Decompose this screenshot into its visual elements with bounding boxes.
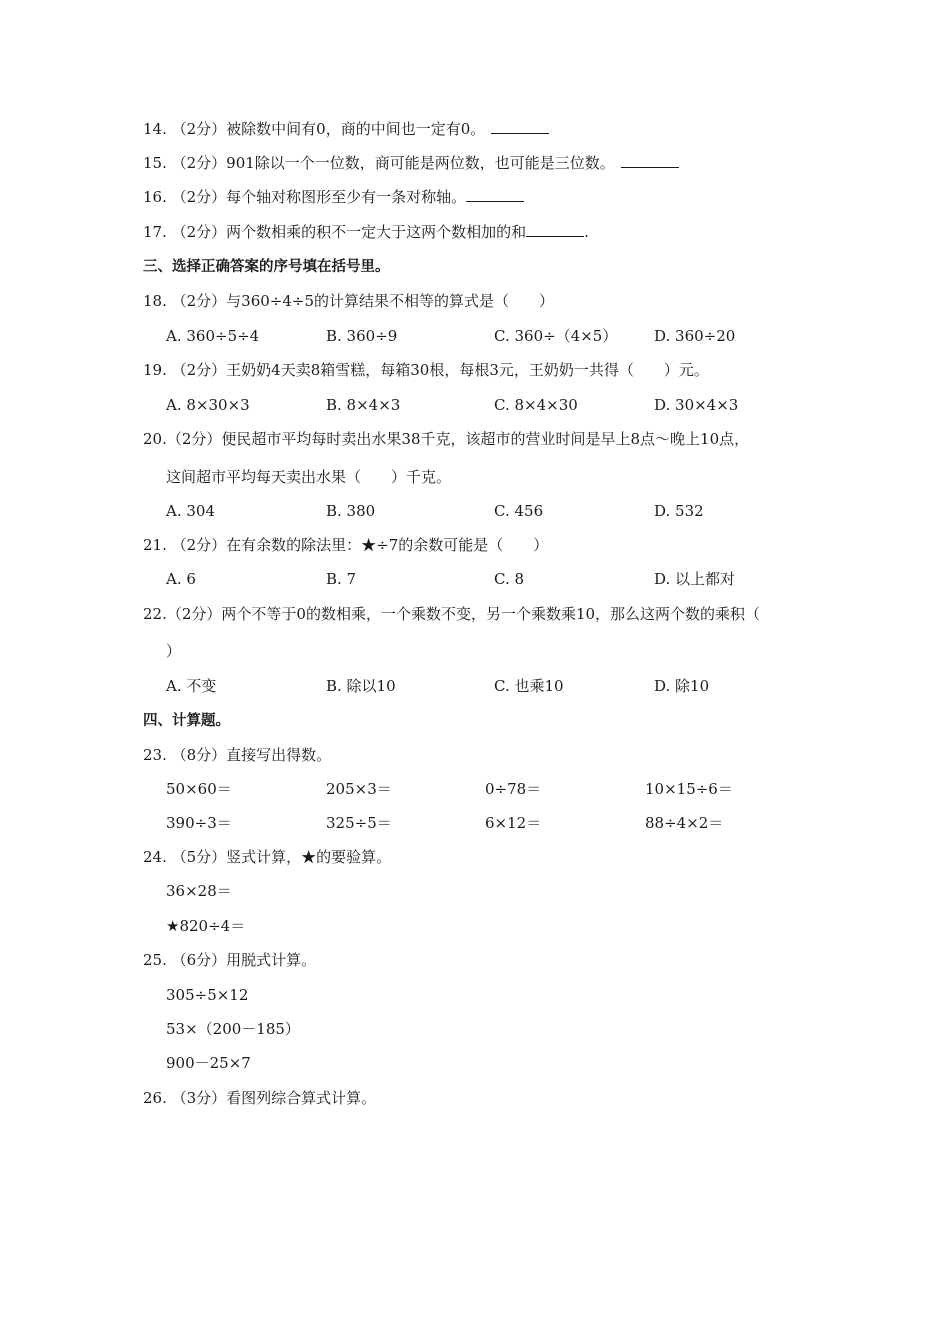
q18-option-a[interactable]: A. 360÷5÷4 bbox=[166, 327, 260, 345]
q23-expr-2: 205×3＝ bbox=[326, 780, 392, 798]
q19-option-b[interactable]: B. 8×4×3 bbox=[326, 396, 401, 414]
q22-option-a[interactable]: A. 不变 bbox=[166, 677, 217, 695]
q19-option-d[interactable]: D. 30×4×3 bbox=[654, 396, 739, 414]
q25-expr-1: 305÷5×12 bbox=[166, 986, 249, 1004]
question-15 bbox=[143, 153, 679, 173]
q18-option-b[interactable]: B. 360÷9 bbox=[326, 327, 398, 345]
q24-expr-2: ★820÷4＝ bbox=[166, 917, 246, 935]
question-17 bbox=[143, 222, 589, 242]
answer-blank-14[interactable] bbox=[491, 119, 549, 134]
q19-option-a[interactable]: A. 8×30×3 bbox=[166, 396, 250, 414]
q21-option-b[interactable]: B. 7 bbox=[326, 570, 357, 588]
q23-expr-8: 88÷4×2＝ bbox=[645, 814, 724, 832]
q20-option-a[interactable]: A. 304 bbox=[166, 502, 215, 520]
question-22-text: 22.（2分）两个不等于0的数相乘，一个乘数不变，另一个乘数乘10，那么这两个数的乘积（ bbox=[143, 605, 761, 623]
q21-option-a[interactable]: A. 6 bbox=[166, 570, 196, 588]
q20-option-d[interactable]: D. 532 bbox=[654, 502, 704, 520]
answer-blank-16[interactable] bbox=[466, 187, 524, 202]
question-14-text: 14. （2分）被除数中间有0，商的中间也一定有0。 bbox=[143, 120, 486, 138]
question-26-text: 26. （3分）看图列综合算式计算。 bbox=[143, 1089, 377, 1107]
q23-expr-6: 325÷5＝ bbox=[326, 814, 392, 832]
question-25-text: 25. （6分）用脱式计算。 bbox=[143, 951, 317, 969]
q21-option-c[interactable]: C. 8 bbox=[494, 570, 525, 588]
question-16 bbox=[143, 187, 524, 207]
answer-blank-17[interactable] bbox=[526, 222, 584, 237]
q23-expr-1: 50×60＝ bbox=[166, 780, 232, 798]
question-24-text: 24. （5分）竖式计算，★的要验算。 bbox=[143, 848, 392, 866]
section-4-title: 四、计算题。 bbox=[143, 713, 230, 729]
question-20-text-cont: 这间超市平均每天卖出水果（ ）千克。 bbox=[166, 468, 452, 486]
question-18-text: 18. （2分）与360÷4÷5的计算结果不相等的算式是（ ） bbox=[143, 292, 555, 310]
question-21-text: 21. （2分）在有余数的除法里：★÷7的余数可能是（ ） bbox=[143, 536, 549, 554]
q20-option-c[interactable]: C. 456 bbox=[494, 502, 544, 520]
q23-expr-5: 390÷3＝ bbox=[166, 814, 232, 832]
question-17-tail: . bbox=[584, 223, 589, 241]
question-20-text: 20.（2分）便民超市平均每时卖出水果38千克，该超市的营业时间是早上8点～晚上10点， bbox=[143, 430, 750, 448]
answer-blank-15[interactable] bbox=[621, 153, 679, 168]
q23-expr-3: 0÷78＝ bbox=[485, 780, 542, 798]
q18-option-c[interactable]: C. 360÷（4×5） bbox=[494, 327, 618, 345]
question-22-text-cont: ） bbox=[166, 642, 182, 660]
q20-option-b[interactable]: B. 380 bbox=[326, 502, 376, 520]
q25-expr-3: 900－25×7 bbox=[166, 1054, 251, 1072]
q23-expr-7: 6×12＝ bbox=[485, 814, 542, 832]
section-3-title: 三、选择正确答案的序号填在括号里。 bbox=[143, 259, 390, 275]
q22-option-b[interactable]: B. 除以10 bbox=[326, 677, 396, 695]
question-19-text: 19. （2分）王奶奶4天卖8箱雪糕，每箱30根，每根3元，王奶奶一共得（ ）元。 bbox=[143, 361, 709, 379]
q22-option-c[interactable]: C. 也乘10 bbox=[494, 677, 564, 695]
q18-option-d[interactable]: D. 360÷20 bbox=[654, 327, 736, 345]
q24-expr-1: 36×28＝ bbox=[166, 882, 232, 900]
q22-option-d[interactable]: D. 除10 bbox=[654, 677, 710, 695]
question-16-text: 16. （2分）每个轴对称图形至少有一条对称轴。 bbox=[143, 188, 467, 206]
question-15-text: 15. （2分）901除以一个一位数，商可能是两位数，也可能是三位数。 bbox=[143, 154, 615, 172]
question-14 bbox=[143, 119, 549, 139]
q19-option-c[interactable]: C. 8×4×30 bbox=[494, 396, 578, 414]
q25-expr-2: 53×（200－185） bbox=[166, 1020, 300, 1038]
question-23-text: 23. （8分）直接写出得数。 bbox=[143, 746, 332, 764]
question-17-text: 17. （2分）两个数相乘的积不一定大于这两个数相加的和 bbox=[143, 223, 527, 241]
q23-expr-4: 10×15÷6＝ bbox=[645, 780, 733, 798]
q21-option-d[interactable]: D. 以上都对 bbox=[654, 570, 736, 588]
